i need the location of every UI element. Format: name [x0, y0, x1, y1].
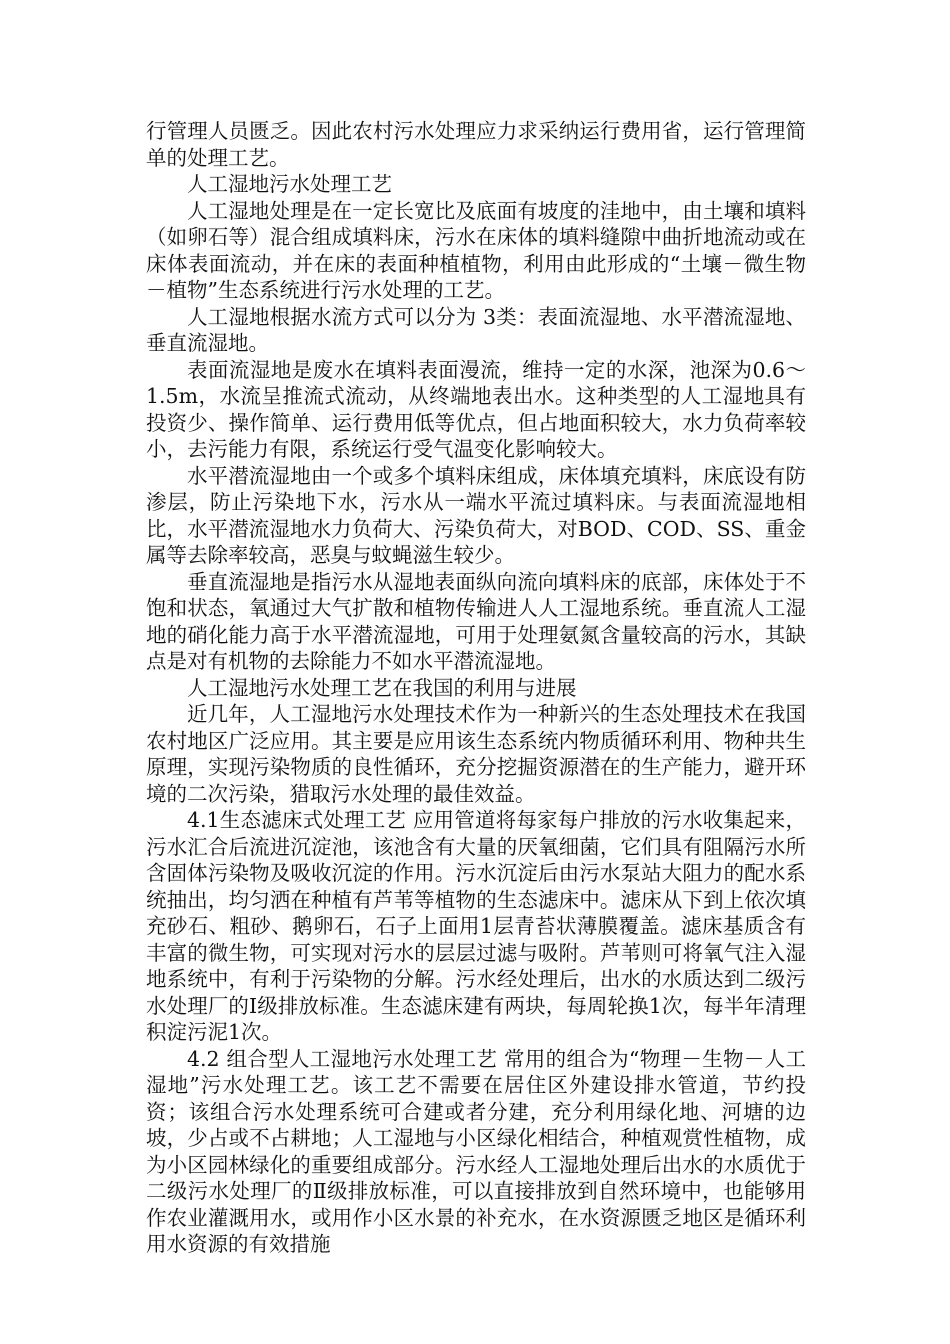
paragraph-surface-flow: 表面流湿地是废水在填料表面漫流，维持一定的水深，池深为0.6～1.5m，水流呈推流式流动，从终端地表出水。这种类型的人工湿地具有投资少、操作简单、运行费用低等优点，但占地面积较大，水力负荷率较小，去污能力有限，系统运行受气温变化影响较大。	[146, 357, 806, 461]
paragraph-ecological-filter-bed: 4.1生态滤床式处理工艺 应用管道将每家每户排放的污水收集起来，污水汇合后流进沉淀池，该池含有大量的厌氧细菌，它们具有阻隔污水所含固体污染物及吸收沉淀的作用。污水沉淀后由污水泵站大阻力的配水系统抽出，均匀洒在种植有芦苇等植物的生态滤床中。滤床从下到上依次填充砂石、粗砂、鹅卵石，石子上面用1层青苔状薄膜覆盖。滤床基质含有丰富的微生物，可实现对污水的层层过滤与吸附。芦苇则可将氧气注入湿地系统中，有利于污染物的分解。污水经处理后，出水的水质达到二级污水处理厂的Ⅰ级排放标准。生态滤床建有两块，每周轮换1次，每半年清理积淀污泥1次。	[146, 808, 806, 1044]
document-body	[146, 118, 806, 1258]
paragraph-wetland-types: 人工湿地根据水流方式可以分为 3类：表面流湿地、水平潜流湿地、垂直流湿地。	[146, 304, 806, 355]
paragraph-horizontal-subsurface-flow: 水平潜流湿地由一个或多个填料床组成，床体填充填料，床底设有防渗层，防止污染地下水，污水从一端水平流过填料床。与表面流湿地相比，水平潜流湿地水力负荷大、污染负荷大，对BOD、COD、SS、重金属等去除率较高，恶臭与蚊蝇滋生较少。	[146, 463, 806, 567]
paragraph-recent-years: 近几年，人工湿地污水处理技术作为一种新兴的生态处理技术在我国农村地区广泛应用。其主要是应用该生态系统内物质循环利用、物种共生原理，实现污染物质的良性循环，充分挖掘资源潜在的生产能力，避开环境的二次污染，猎取污水处理的最佳效益。	[146, 702, 806, 806]
paragraph-combined-process: 4.2 组合型人工湿地污水处理工艺 常用的组合为“物理－生物－人工湿地”污水处理工艺。该工艺不需要在居住区外建设排水管道，节约投资；该组合污水处理系统可合建或者分建，充分利用绿化地、河塘的边坡，少占或不占耕地；人工湿地与小区绿化相结合，种植观赏性植物，成为小区园林绿化的重要组成部分。污水经人工湿地处理后出水的水质优于二级污水处理厂的Ⅱ级排放标准，可以直接排放到自然环境中，也能够用作农业灌溉用水，或用作小区水景的补充水，在水资源匮乏地区是循环利用水资源的有效措施	[146, 1046, 806, 1256]
paragraph-vertical-flow: 垂直流湿地是指污水从湿地表面纵向流向填料床的底部，床体处于不饱和状态，氧通过大气扩散和植物传输进人人工湿地系统。垂直流人工湿地的硝化能力高于水平潜流湿地，可用于处理氨氮含量较高的污水，其缺点是对有机物的去除能力不如水平潜流湿地。	[146, 569, 806, 673]
paragraph-continuation: 行管理人员匮乏。因此农村污水处理应力求采纳运行费用省，运行管理简单的处理工艺。	[146, 119, 806, 170]
section-heading-constructed-wetland: 人工湿地污水处理工艺	[187, 172, 392, 196]
paragraph-wetland-definition: 人工湿地处理是在一定长宽比及底面有坡度的洼地中，由土壤和填料（如卵石等）混合组成填料床，污水在床体的填料缝隙中曲折地流动或在床体表面流动，并在床的表面种植植物，利用由此形成的“土壤－微生物－植物”生态系统进行污水处理的工艺。	[146, 198, 806, 302]
section-heading-application-progress: 人工湿地污水处理工艺在我国的利用与进展	[187, 675, 577, 700]
